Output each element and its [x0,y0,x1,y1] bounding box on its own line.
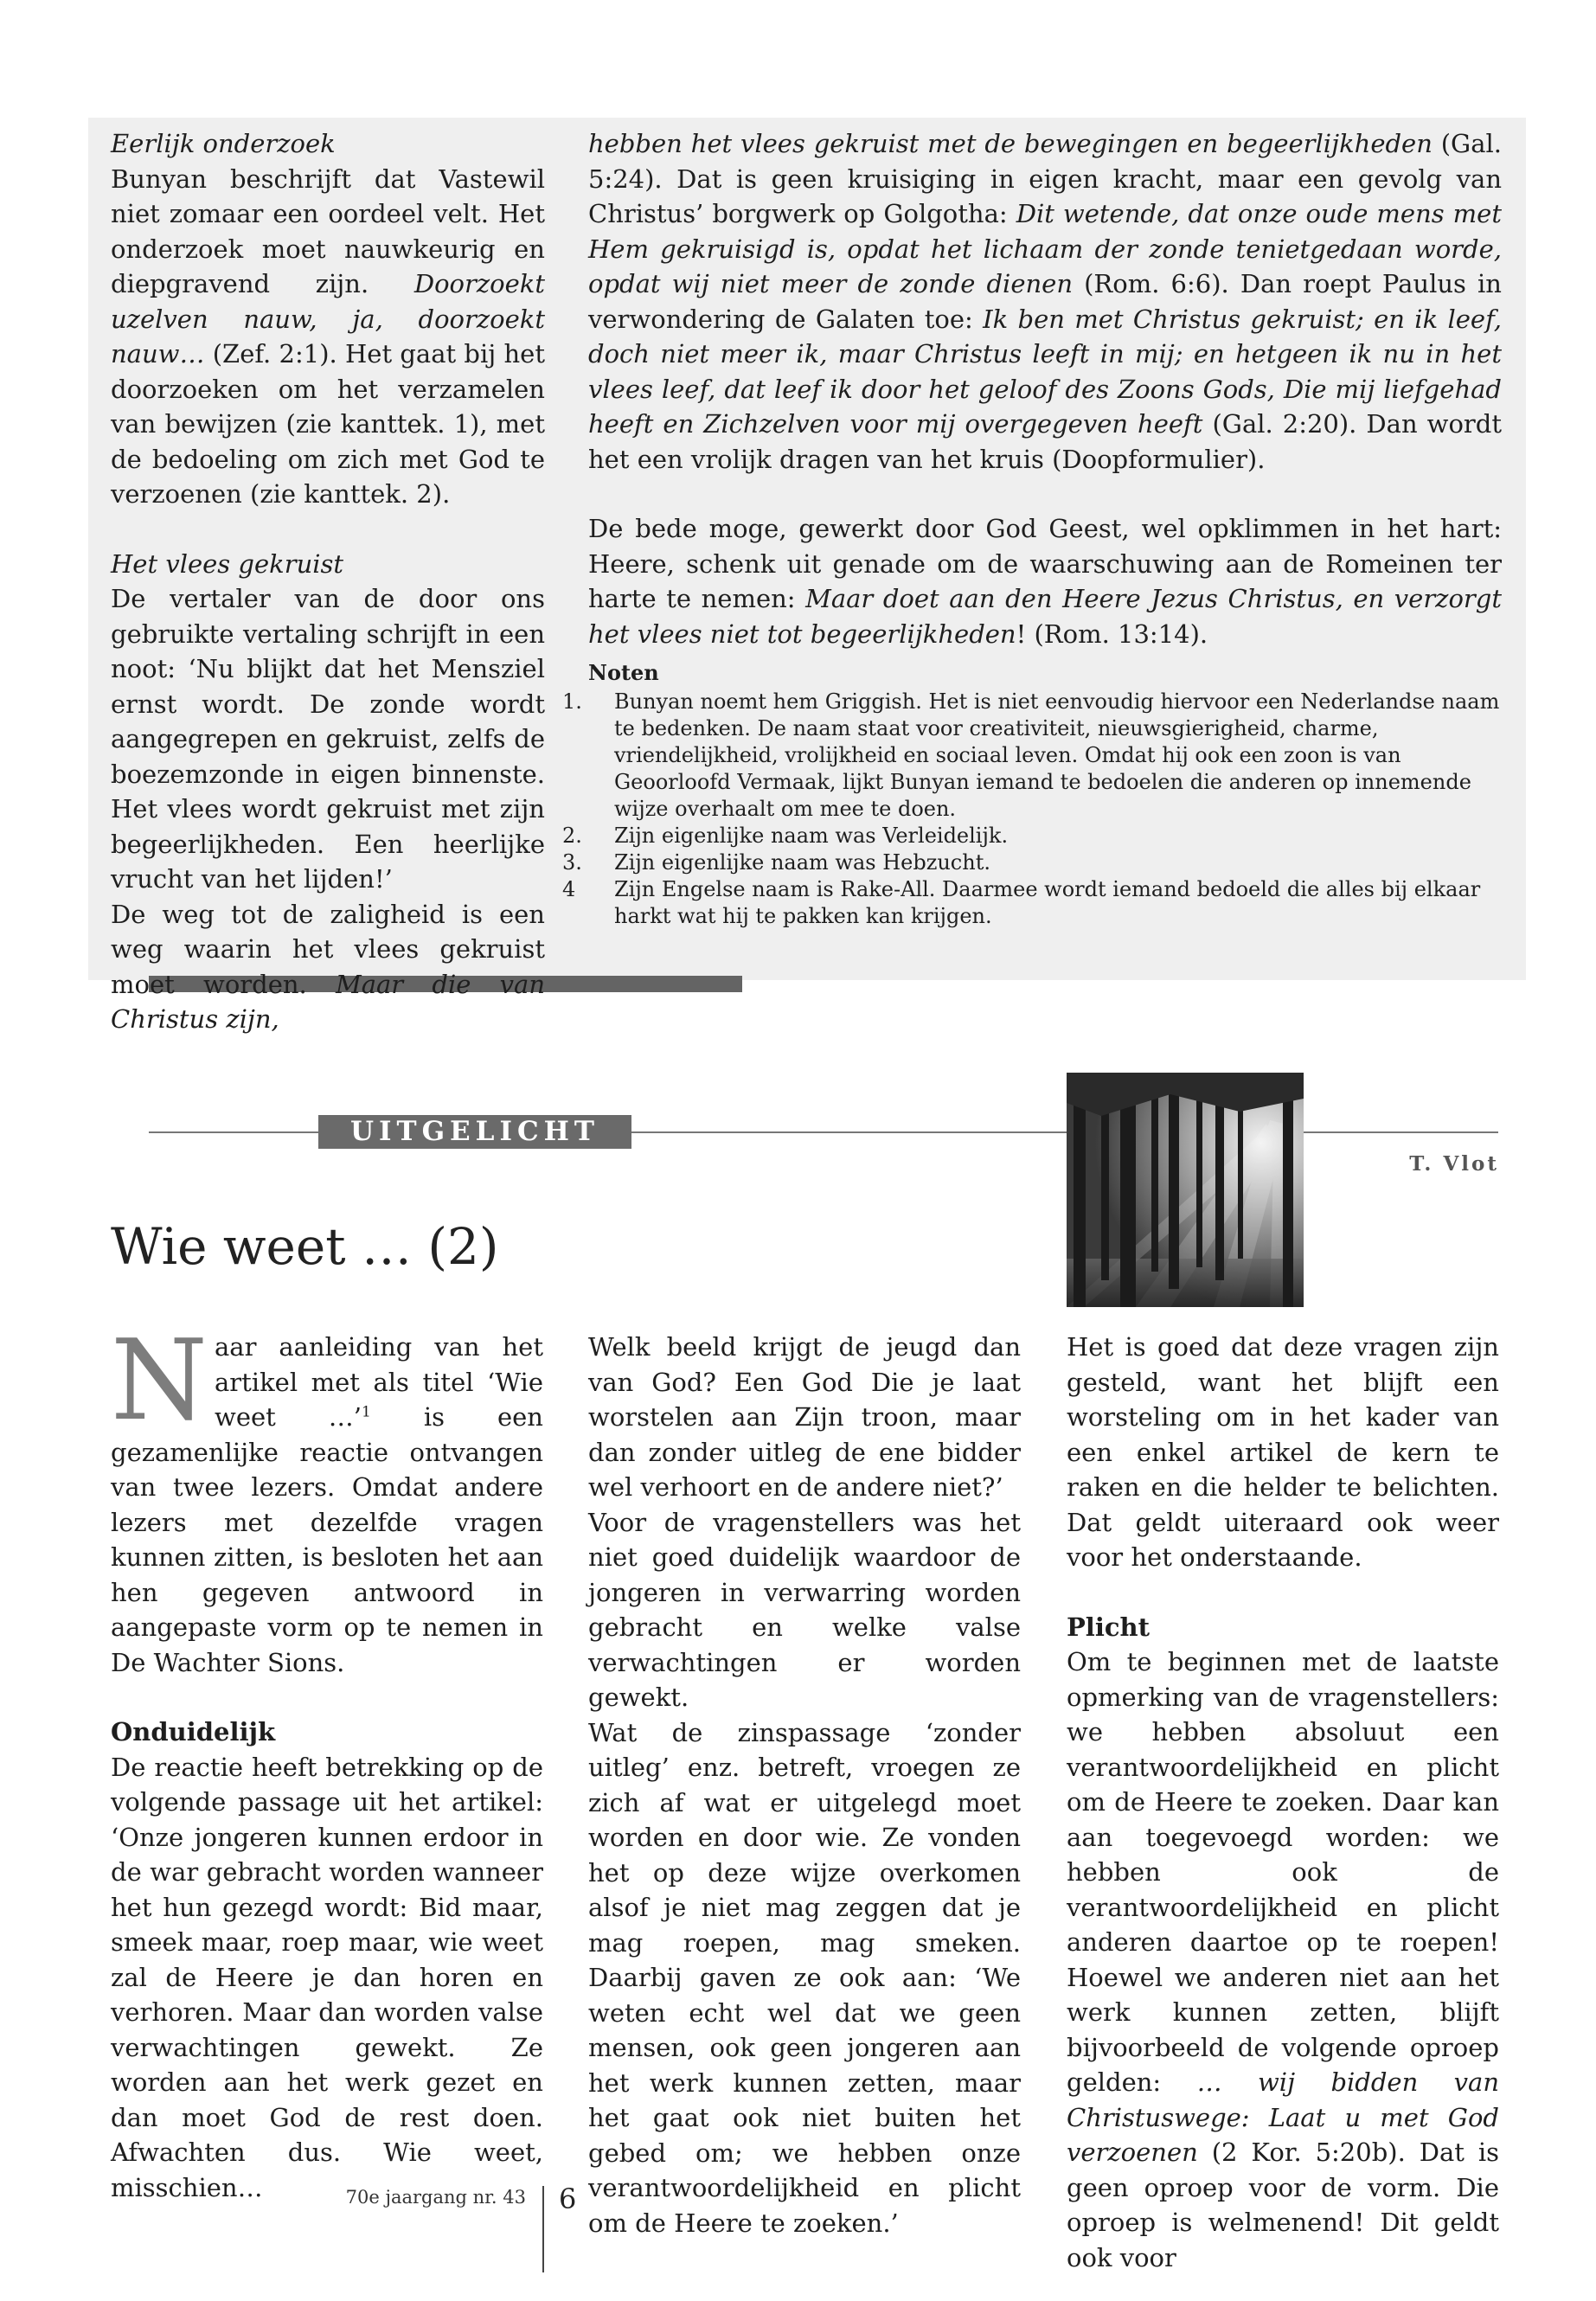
scripture-quote: Ik ben met Christus gekruist; en ik leef, doch niet meer ik, maar Christus leeft in mij; en hetgeen ik nu in het vlees leef, dat leef ik door het geloof des Zoons Gods, Die mij liefgehad heeft en Zichzelven voor mij overgegeven heeft [588,304,1503,439]
paragraph [111,581,545,897]
text-run: Om te beginnen met de laatste opmerking van de vragenstellers: we hebben absoluut een verantwoordelijkheid en plicht om de Heere te zoeken. Daar kan aan toegevoegd worden: we hebben ook de verantwoordelijkheid en plicht anderen daartoe op te roepen! Hoewel we anderen niet aan het werk kunnen zetten, blijft bijvoorbeeld de volgende oproep gelden: [1067,1647,1499,2097]
previous-article-right-column [588,126,1502,651]
paragraph [588,1330,1021,1505]
drop-cap: N [111,1317,208,1445]
text-run: (Gal. 5:24). Dat is geen kruisiging in eigen kracht, maar een gevolg van Christus’ borgwerk op Golgotha: [588,129,1503,228]
note-text: Bunyan noemt hem Griggish. Het is niet eenvoudig hiervoor een Nederlandse naam te bedenken. De naam staat voor creativiteit, nieuwsgierigheid, charme, vriendelijkheid, vrolijkheid en sociaal leven. Omdat hij ook een zoon is van Geoorloofd Vermaak, lijkt Bunyan iemand te bedoelen die anderen op innemende wijze overhaalt om mee te doen. [614,689,1500,821]
footnote-ref: 1 [362,1403,371,1421]
text-run: (2 Kor. 5:20b). Dat is geen oproep voor de vorm. Die oproep is welmenend! Dit geldt ook voor [1067,2138,1499,2272]
paragraph [588,511,1502,651]
scripture-quote: hebben het vlees gekruist met de bewegingen en begeerlijkheden [588,129,1433,158]
forest-sunbeams-photo [1067,1073,1304,1307]
text-run: (Zef. 2:1). Het gaat bij het doorzoeken om het verzamelen van bewijzen (zie kanttek. 1), met de bedoeling om zich met God te verzoenen (zie kanttek. 2). [111,339,545,509]
text-run: De bede moge, gewerkt door God Geest, wel opklimmen in het hart: Heere, schenk uit genade om de waarschuwing aan de Romeinen ter harte te nemen: [588,514,1502,613]
page-number: 6 [559,2182,577,2215]
scripture-quote: Maar die van Christus zijn, [111,969,545,1034]
text-run: (Rom. 6:6). Dan roept Paulus in verwondering de Galaten toe: [588,269,1502,334]
text-run: aar aanleiding van het artikel met als titel ‘Wie weet …’ [215,1332,543,1432]
paragraph [111,1317,543,1680]
scripture-quote: … wij bidden van Christuswege: Laat u met God verzoenen [1067,2067,1499,2167]
note-text: Zijn eigenlijke naam was Hebzucht. [614,850,990,875]
text-run: De vertaler van de door ons gebruikte vertaling schrijft in een noot: ‘Nu blijkt dat het Mensziel ernst wordt. De zonde wordt aangegrepen en gekruist, zelfs de boezemzonde in eigen binnenste. Het vlees wordt gekruist met zijn begeerlijkheden. Een heerlijke vrucht van het lijden!’ [111,584,545,894]
note-number: 4 [562,877,576,901]
notes-list [562,689,1502,930]
text-run: De weg tot de zaligheid is een weg waarin het vlees gekruist moet worden. [111,899,545,999]
text-run: Welk beeld krijgt de jeugd dan van God? Een God Die je laat worstelen aan Zijn troon, maar dan zonder uitleg de ene bidder wel verhoort en de andere niet?’ [588,1332,1021,1502]
note-number: 3. [562,850,582,875]
paragraph [588,1715,1021,2241]
scripture-quote: Doorzoekt uzelven nauw, ja, doorzoekt nauw… [111,269,545,369]
text-run: is een gezamenlijke reactie ontvangen van twee lezers. Omdat andere lezers met dezelfde vragen kunnen zitten, is besloten het aan hen gegeven antwoord in aangepaste vorm op te nemen in De Wachter Sions. [111,1402,543,1677]
section-heading: Plicht [1067,1612,1150,1642]
footer-journal-issue: 70e jaargang nr. 43 [345,2187,526,2208]
section-heading: Eerlijk onderzoek [111,129,336,158]
note-item [562,876,1502,930]
article-column-2 [588,1330,1021,2240]
article-column-3 [1067,1330,1499,2275]
footer-divider [542,2186,544,2272]
text-run: (Gal. 2:20). Dan wordt het een vrolijk dragen van het kruis (Doopformulier). [588,409,1502,474]
text-run: De reactie heeft betrekking op de volgende passage uit het artikel: ‘Onze jongeren kunnen erdoor in de war gebracht worden wanneer het hun gezegd wordt: Bid maar, smeek maar, roep maar, wie weet zal de Heere je dan horen en verhoren. Maar dan worden valse verwachtingen gewekt. Ze worden aan het werk gezet en dan moet God de rest doen. Afwachten dus. Wie weet, misschien… [111,1752,543,2202]
note-text: Zijn Engelse naam is Rake-All. Daarmee wordt iemand bedoeld die alles bij elkaar harkt wat hij te pakken kan krijgen. [614,877,1481,928]
note-text: Zijn eigenlijke naam was Verleidelijk. [614,824,1009,848]
note-number: 1. [562,689,582,714]
paragraph [588,126,1502,477]
paragraph [588,1505,1021,1715]
paragraph [1067,1644,1499,2275]
text-run: Bunyan beschrijft dat Vastewil niet zomaar een oordeel velt. Het onderzoek moet nauwkeurig en diepgravend zijn. [111,163,545,298]
article-title: Wie weet … (2) [111,1217,499,1276]
note-item [562,849,1502,876]
article-column-1 [111,1317,543,2205]
author-name: T. Vlot [1409,1152,1499,1176]
note-item [562,823,1502,849]
text-run: Wat de zinspassage ‘zonder uitleg’ enz. betreft, vroegen ze zich af wat er uitgelegd moet worden en door wie. Ze vonden het op deze wijze overkomen alsof je niet mag zeggen dat je mag roepen, mag smeken. Daarbij gaven ze ook aan: ‘We weten echt wel dat we geen mensen, ook geen jongeren aan het werk kunnen zetten, maar het gaat ook niet buiten het gebed om; we hebben onze verantwoordelijkheid en plicht om de Heere te zoeken.’ [588,1717,1021,2238]
forest-photo-illustration [1067,1073,1304,1307]
paragraph [1067,1330,1499,1575]
paragraph [111,897,545,1037]
section-heading: Het vlees gekruist [111,548,344,579]
note-item [562,689,1502,823]
text-run: Voor de vragenstellers was het niet goed duidelijk waardoor de jongeren in verwarring worden gebracht en welke valse verwachtingen er worden gewekt. [588,1507,1021,1712]
section-heading: Onduidelijk [111,1717,276,1747]
text-run: Het is goed dat deze vragen zijn gesteld, want het blijft een worsteling om in het kader van een enkel artikel de kern te raken en die helder te belichten. Dat geldt uiteraard ook weer voor het onderstaande. [1067,1332,1499,1572]
paragraph [111,1750,543,2206]
section-label: UITGELICHT [318,1115,631,1149]
notes-section [562,657,1502,930]
notes-heading: Noten [588,660,659,685]
scripture-quote: Maar doet aan den Heere Jezus Christus, en verzorgt het vlees niet tot begeerlijkheden [588,584,1503,649]
note-number: 2. [562,824,582,848]
text-run: ! (Rom. 13:14). [1016,619,1208,649]
previous-article-left-column [111,126,545,1037]
scripture-quote: Dit wetende, dat onze oude mens met Hem gekruisigd is, opdat het lichaam der zonde tenietgedaan worde, opdat wij niet meer de zonde dienen [588,199,1502,298]
paragraph [111,162,545,512]
